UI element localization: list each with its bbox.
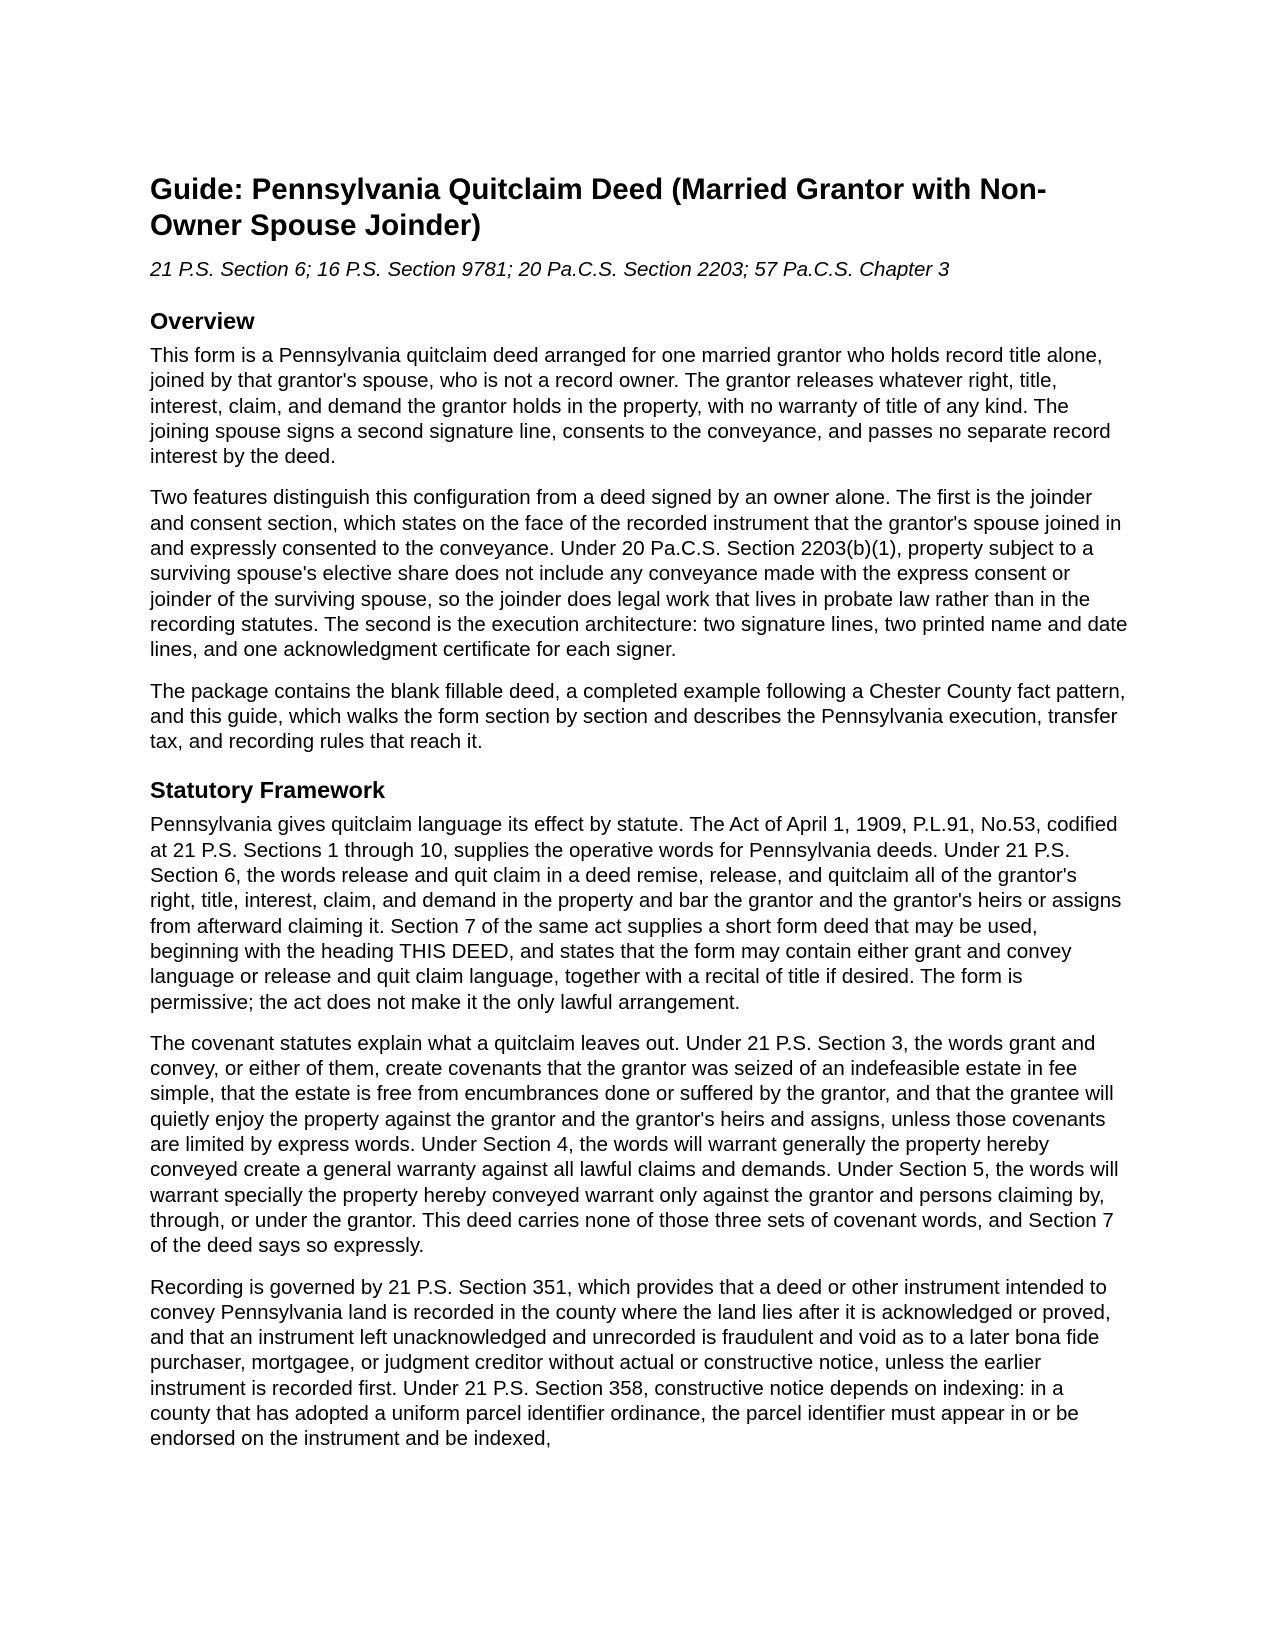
section-statutory-framework [150,775,1128,1451]
framework-paragraph-3: Recording is governed by 21 P.S. Section 351, which provides that a deed or other instrument intended to convey Pennsylvania land is recorded in the county where the land lies after it is acknowledged or proved, and that an instrument left unacknowledged and unrecorded is fraudulent and void as to a later bona fide purchaser, mortgagee, or judgment creditor without actual or constructive notice, unless the earlier instrument is recorded first. Under 21 P.S. Section 358, constructive notice depends on indexing: in a county that has adopted a uniform parcel identifier ordinance, the parcel identifier must appear in or be endorsed on the instrument and be indexed, [150,1275,1111,1451]
framework-paragraph-1: Pennsylvania gives quitclaim language its effect by statute. The Act of April 1, 1909, P.L.91, No.53, codified at 21 P.S. Sections 1 through 10, supplies the operative words for Pennsylvania deeds. Under 21 P.S. Section 6, the words release and quit claim in a deed remise, release, and quitclaim all of the grantor's right, title, interest, claim, and demand in the property and bar the grantor and the grantor's heirs or assigns from afterward claiming it. Section 7 of the same act supplies a short form deed that may be used, beginning with the heading THIS DEED, and states that the form may contain either grant and convey language or release and quit claim language, together with a recital of title if desired. The form is permissive; the act does not make it the only lawful arrangement. [150,813,1122,1014]
statutory-citation: 21 P.S. Section 6; 16 P.S. Section 9781; 20 Pa.C.S. Section 2203; 57 Pa.C.S. Chapter 3 [150,258,950,281]
framework-paragraph-2: The covenant statutes explain what a quitclaim leaves out. Under 21 P.S. Section 3, the words grant and convey, or either of them, create covenants that the grantor was seized of an indefeasible estate in fee simple, that the estate is free from encumbrances done or suffered by the grantor, and that the grantee will quietly enjoy the property against the grantor and the grantor's heirs and assigns, unless those covenants are limited by express words. Under Section 4, the words will warrant generally the property hereby conveyed create a general warranty against all lawful claims and demands. Under Section 5, the words will warrant specially the property hereby conveyed warrant only against the grantor and persons claiming by, through, or under the grantor. This deed carries none of those three sets of covenant words, and Section 7 of the deed says so expressly. [150,1031,1119,1258]
section-overview [150,306,1128,754]
overview-paragraph-1: This form is a Pennsylvania quitclaim deed arranged for one married grantor who holds record title alone, joined by that grantor's spouse, who is not a record owner. The grantor releases whatever right, title, interest, claim, and demand the grantor holds in the property, with no warranty of title of any kind. The joining spouse signs a second signature line, consents to the conveyance, and passes no separate record interest by the deed. [150,344,1111,469]
section-heading-statutory-framework: Statutory Framework [150,777,386,804]
document-page [150,172,1128,1468]
document-title: Guide: Pennsylvania Quitclaim Deed (Married Grantor with Non-Owner Spouse Joinder) [150,173,1047,242]
section-heading-overview: Overview [150,308,255,334]
overview-paragraph-2: Two features distinguish this configuration from a deed signed by an owner alone. The first is the joinder and consent section, which states on the face of the recorded instrument that the grantor's spouse joined in and expressly consented to the conveyance. Under 20 Pa.C.S. Section 2203(b)(1), property subject to a surviving spouse's elective share does not include any conveyance made with the express consent or joinder of the surviving spouse, so the joinder does legal work that lives in probate law rather than in the recording statutes. The second is the execution architecture: two signature lines, two printed name and date lines, and one acknowledgment certificate for each signer. [150,486,1128,662]
overview-paragraph-3: The package contains the blank fillable deed, a completed example following a Chester County fact pattern, and this guide, which walks the form section by section and describes the Pennsylvania execution, transfer tax, and recording rules that reach it. [150,679,1126,754]
